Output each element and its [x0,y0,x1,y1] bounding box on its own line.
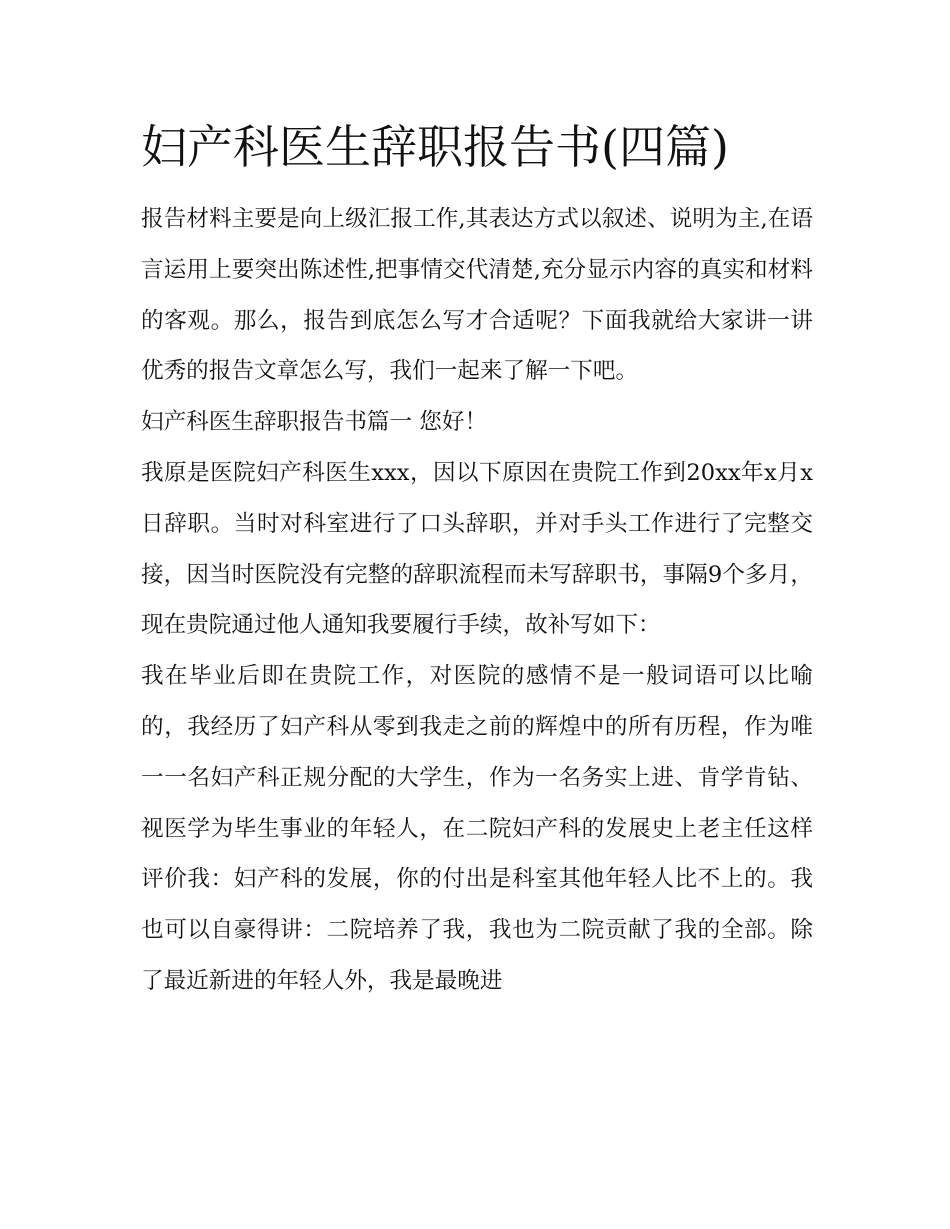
paragraph-intro: 报告材料主要是向上级汇报工作,其表达方式以叙述、说明为主,在语言运用上要突出陈述性,把事情交代清楚,充分显示内容的真实和材料的客观。那么，报告到底怎么写才合适呢？下面我就给大家讲一讲优秀的报告文章怎么写，我们一起来了解一下吧。 [141,206,813,385]
paragraph-greeting: 妇产科医生辞职报告书篇一 您好！ [141,409,488,436]
paragraph-resignation-reason: 我原是医院妇产科医生xxx，因以下原因在贵院工作到20xx年x月x日辞职。当时对科室进行了口头辞职，并对手头工作进行了完整交接，因当时医院没有完整的辞职流程而未写辞职书，事隔9个多月，现在贵院通过他人通知我要履行手续，故补写如下： [141,459,813,639]
document-title: 妇产科医生辞职报告书(四篇) [141,120,729,174]
document-body [141,114,813,1007]
paragraph-career-history: 我在毕业后即在贵院工作，对医院的感情不是一般词语可以比喻的，我经历了妇产科从零到我走之前的辉煌中的所有历程，作为唯一一名妇产科正规分配的大学生，作为一名务实上进、肯学肯钻、视医学为毕生事业的年轻人，在二院妇产科的发展史上老主任这样评价我：妇产科的发展，你的付出是科室其他年轻人比不上的。我也可以自豪得讲：二院培养了我，我也为二院贡献了我的全部。除了最近新进的年轻人外，我是最晚进 [141,663,813,994]
